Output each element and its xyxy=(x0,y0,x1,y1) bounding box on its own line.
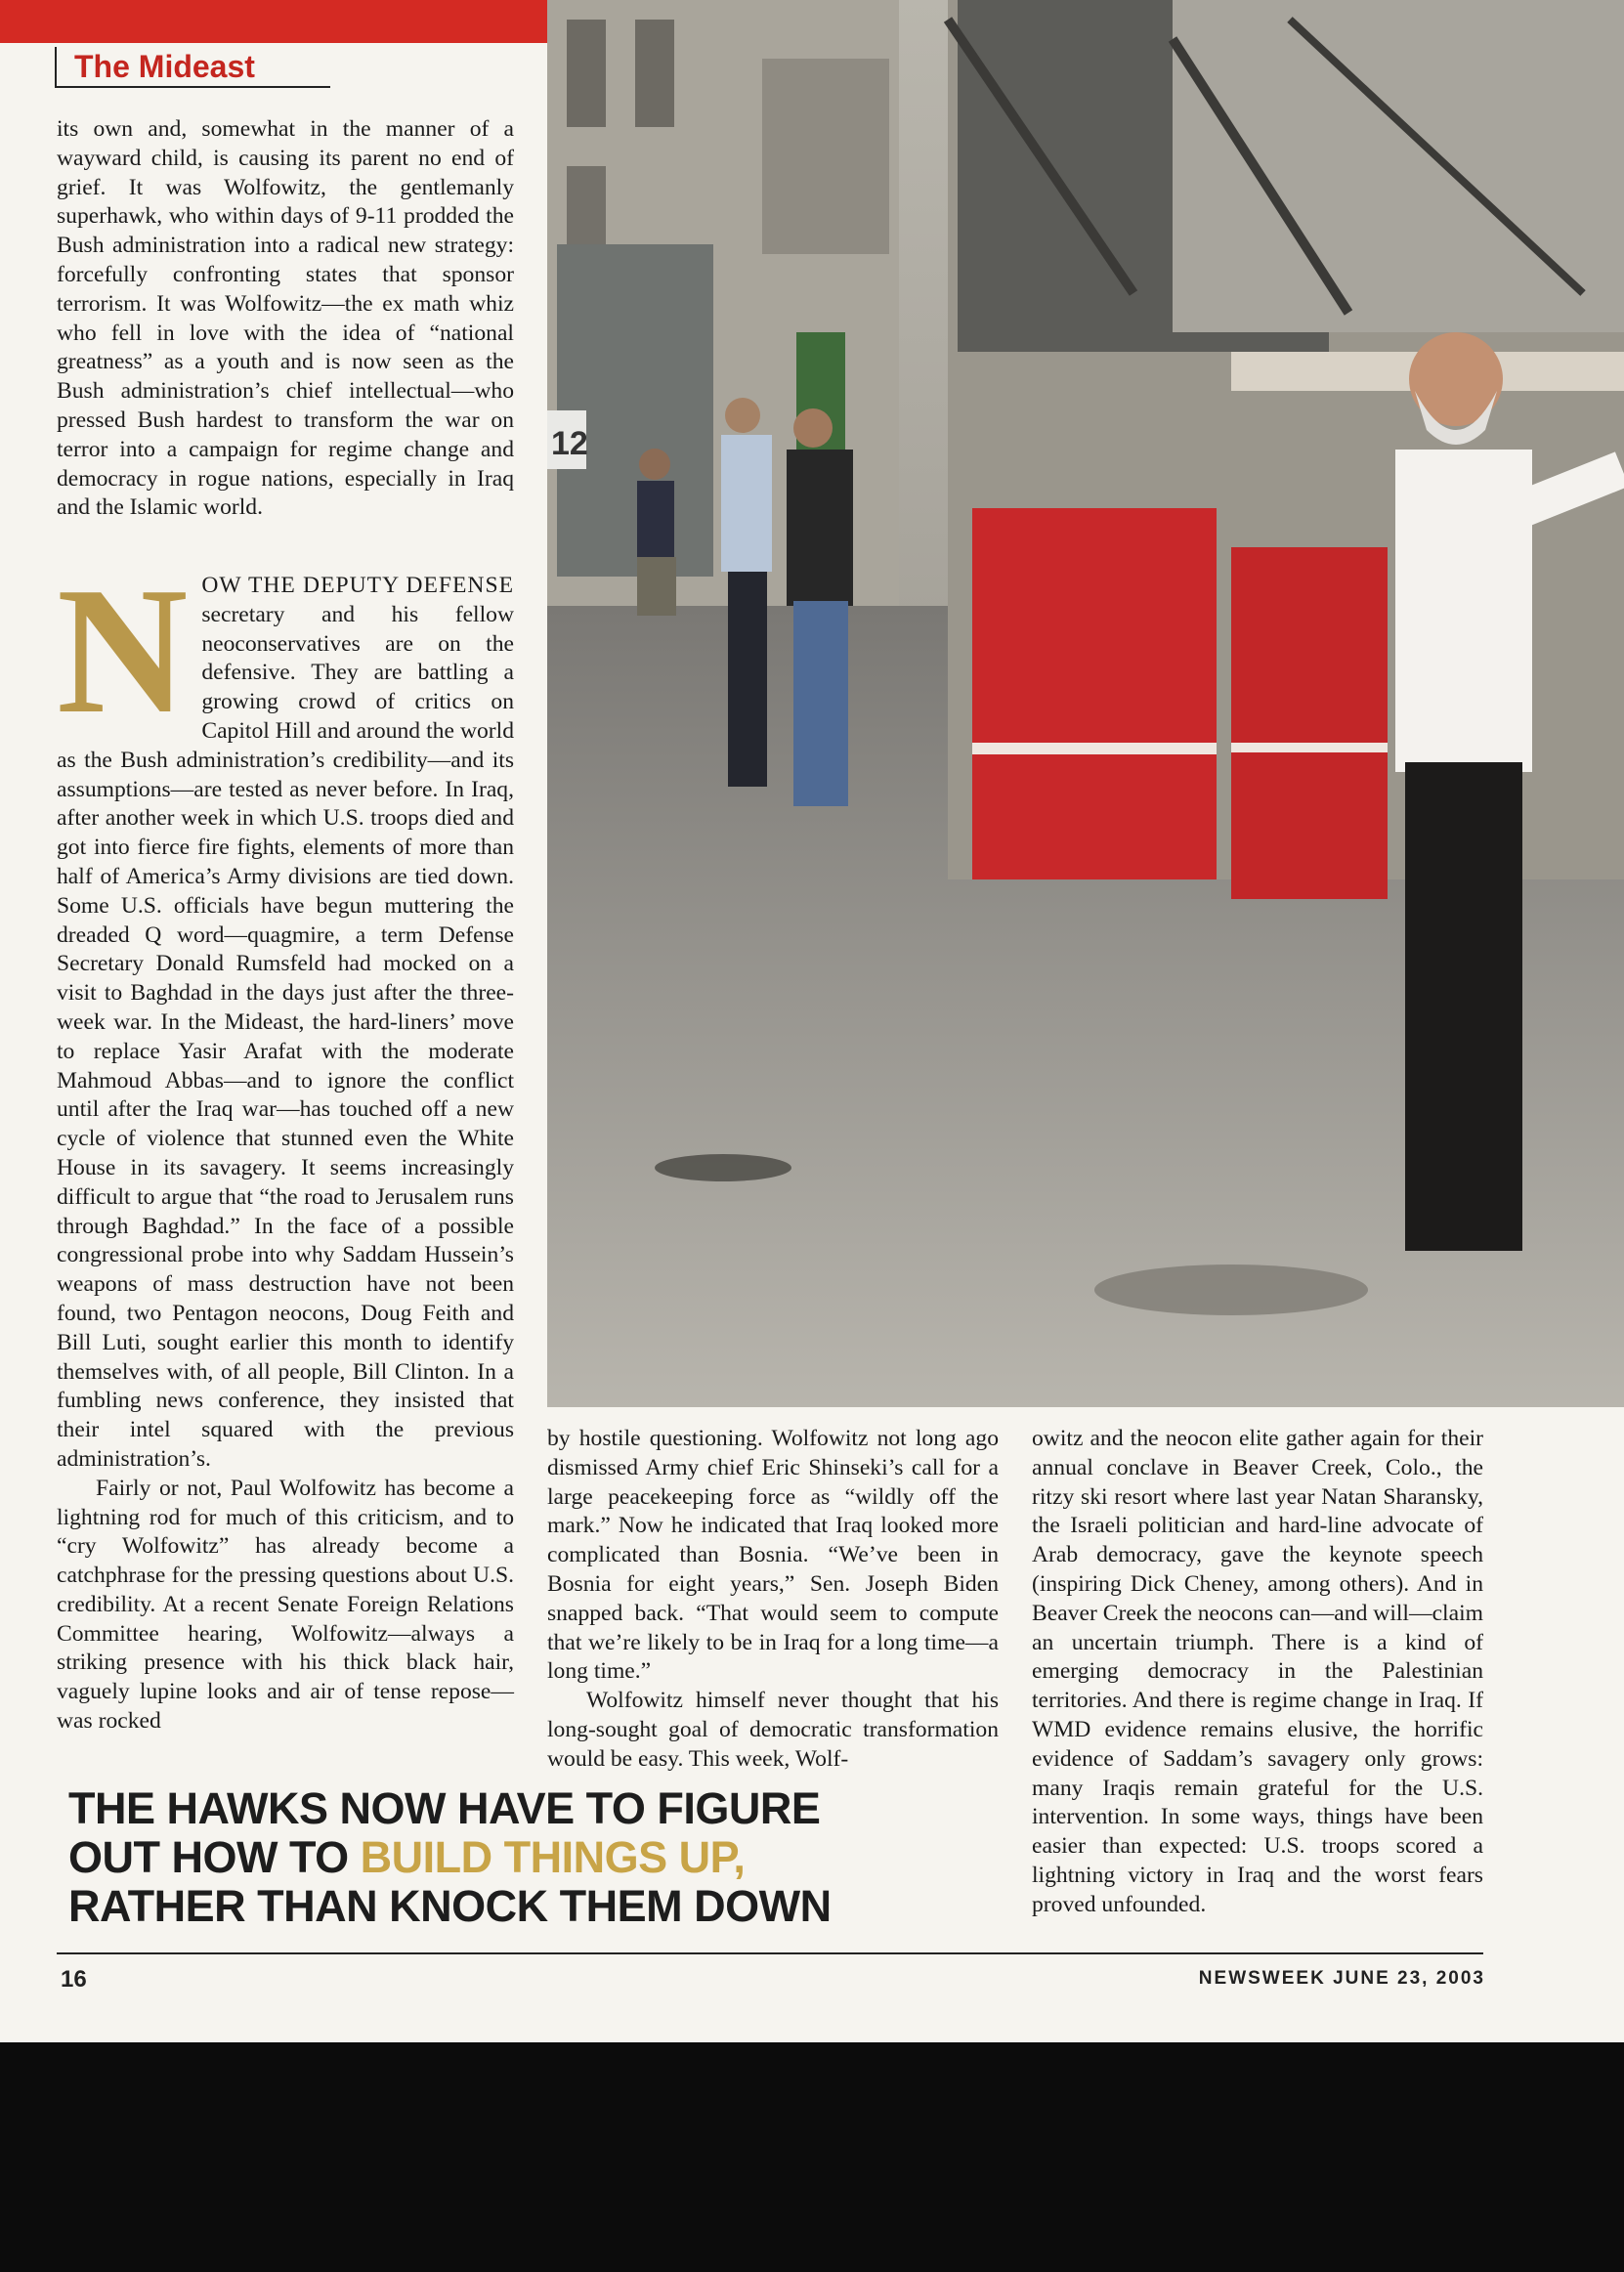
news-photo xyxy=(547,0,1624,1407)
scanner-background xyxy=(0,2042,1624,2272)
article-paragraph: by hostile questioning. Wolfowitz not long ago dismissed Army chief Eric Shinseki’s call for a large peacekeeping force as “wildly off the mark.” Now he indicated that Iraq looked more complicated than Bosnia. “We’ve been in Bosnia for eight years,” Sen. Joseph Biden snapped back. “That would seem to compute that we’re likely to be in Iraq for a long time—a long time.” xyxy=(547,1426,999,1685)
section-color-bar xyxy=(0,0,547,43)
page-number: 16 xyxy=(61,1966,87,1993)
section-title: The Mideast xyxy=(74,49,255,84)
article-text: secretary and his fellow neoconservatives are on the defensive. They are battling a growing crowd of critics on Capitol Hill and around the world as the Bush administration’s credibility—and its assumptions—are tested as never before. In Iraq, after another week in which U.S. troops died and got into fierce fire fights, elements of more than half of America’s Army divisions are tied down. Some U.S. officials have begun muttering the dreaded Q word—quagmire, a term Defense Secretary Donald Rumsfeld had mocked on a visit to Baghdad in the days just after the three-week war. In the Mideast, the hard-liners’ move to replace Yasir Arafat with the moderate Mahmoud Abbas—and to ignore the conflict until after the Iraq war—has touched off a new cycle of violence that stunned even the White House in its savagery. It seems increasingly difficult to argue that “the road to Jerusalem runs through Baghdad.” In the face of a possible congressional probe into why Saddam Hussein’s weapons of mass destruction have not been found, two Pentagon neocons, Doug Feith and Bill Luti, sought earlier this month to identify themselves with, of all people, Bill Clinton. In a fumbling news conference, they insisted that their intel squared with the previous administration’s. xyxy=(57,601,514,1472)
article-paragraph: owitz and the neocon elite gather again for their annual conclave in Beaver Creek, Colo., the ritzy ski resort where last year Natan Sharansky, the Israeli politician and hard-line advocate of Arab democracy, gave the keynote speech (inspiring Dick Cheney, among others). And in Beaver Creek the neocons can—and will—claim an uncertain triumph. There is a kind of emerging democracy in the Palestinian territories. And there is regime change in Iraq. If WMD evidence remains elusive, the horrific evidence of Saddam’s savagery only grows: many Iraqis remain grateful for the U.S. intervention. In some ways, things have been easier than expected: U.S. troops scored a lightning victory in Iraq and the worst fears proved unfounded. xyxy=(1032,1426,1483,1917)
pull-quote-text: OUT HOW TO xyxy=(68,1832,361,1882)
article-column-1 xyxy=(57,550,514,1736)
article-paragraph: Fairly or not, Paul Wolfowitz has become a lightning rod for much of this criticism, and to “cry Wolfowitz” has already become a catchphrase for the pressing questions about U.S. credibility. At a recent Senate Foreign Relations Committee hearing, Wolfowitz—always a striking presence with his thick black hair, vaguely lupine looks and air of tense repose—was rocked xyxy=(57,1475,514,1735)
footer-rule xyxy=(57,1952,1483,1954)
pull-quote-line xyxy=(68,1833,1006,1882)
article-column-2 xyxy=(547,1425,999,1775)
bus-bombing-photo xyxy=(547,0,1624,1407)
section-header xyxy=(55,47,330,88)
lead-in-smallcaps: OW THE DEPUTY DEFENSE xyxy=(201,573,514,598)
article-column-3 xyxy=(1032,1425,1483,1920)
pull-quote xyxy=(68,1784,1006,1931)
pull-quote-highlight: BUILD THINGS UP, xyxy=(360,1832,746,1882)
article-paragraph xyxy=(57,550,514,1475)
drop-cap: N xyxy=(57,550,189,751)
pull-quote-line: THE HAWKS NOW HAVE TO FIGURE xyxy=(68,1783,821,1833)
article-column-1-top xyxy=(57,115,514,523)
article-paragraph: its own and, somewhat in the manner of a wayward child, is causing its parent no end of grief. It was Wolfowitz, the gentlemanly superhawk, who within days of 9-11 prodded the Bush administration into a radical new strategy: forcefully confronting states that sponsor terrorism. It was Wolfowitz—the ex math whiz who fell in love with the idea of “national greatness” as a youth and is now seen as the Bush administration’s chief intellectual—who pressed Bush hardest to transform the war on terror into a campaign for regime change and democracy in rogue nations, especially in Iraq and the Islamic world. xyxy=(57,116,514,521)
issue-credit: NEWSWEEK JUNE 23, 2003 xyxy=(1198,1968,1485,1989)
pull-quote-line: RATHER THAN KNOCK THEM DOWN xyxy=(68,1881,832,1931)
article-paragraph: Wolfowitz himself never thought that his long-sought goal of democratic transformation would be easy. This week, Wolf- xyxy=(547,1688,999,1772)
photo-sign-number: 12 xyxy=(551,425,588,462)
